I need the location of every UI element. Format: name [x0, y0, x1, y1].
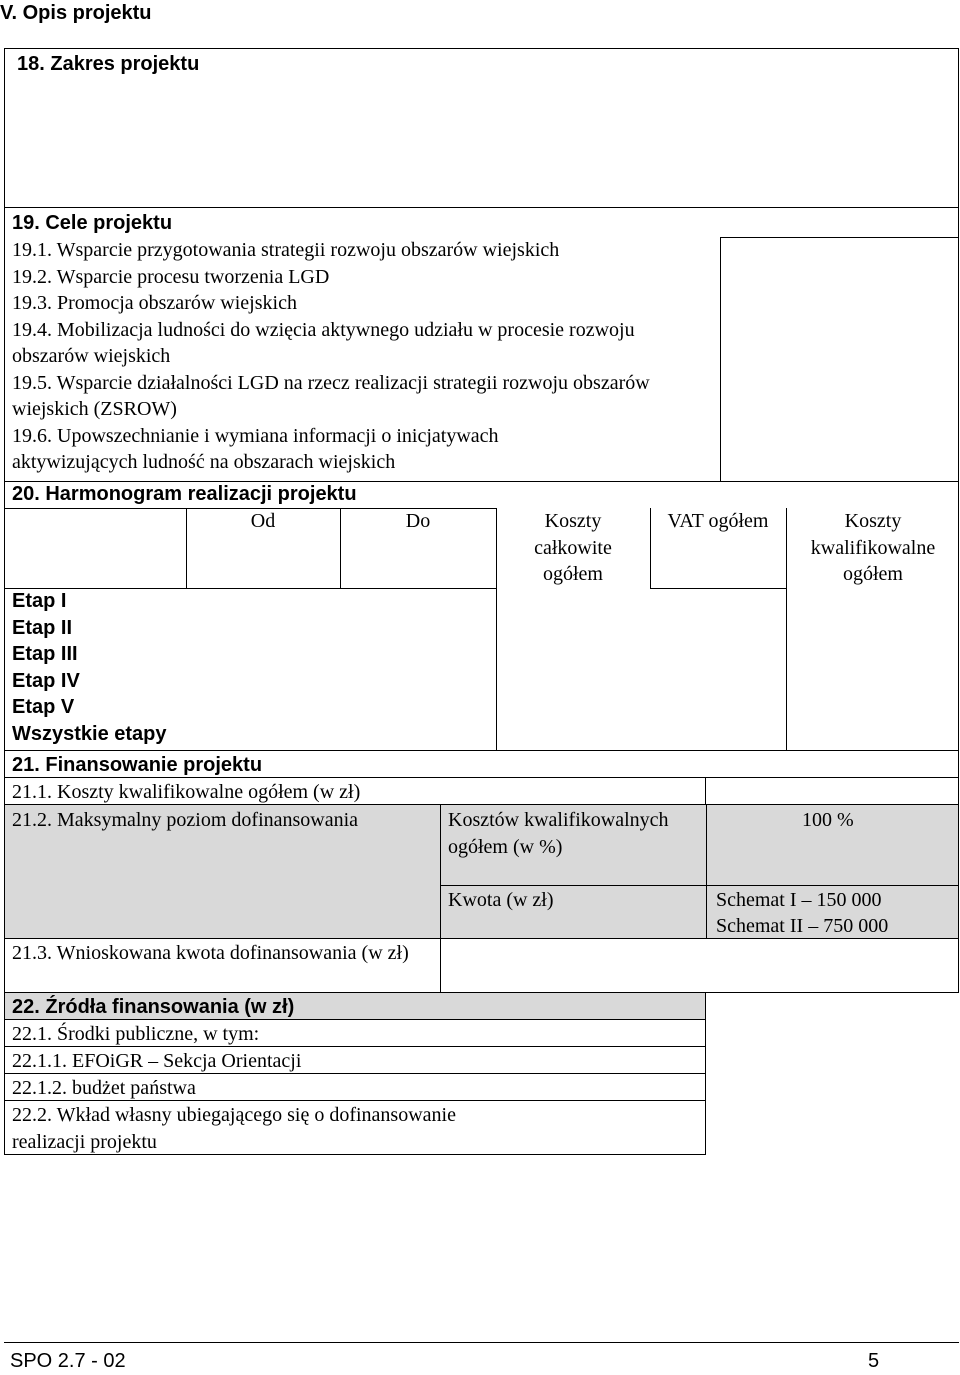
col-header-to: Do	[405, 510, 431, 532]
stage-label: Etap II	[12, 616, 73, 639]
financing-title: 21. Finansowanie projektu	[12, 754, 263, 776]
goal-item: 19.4. Mobilizacja ludności do wzięcia aktywnego udziału w procesie rozwoju obszarów wiejskich	[12, 318, 635, 367]
stage-label: Wszystkie etapy	[12, 722, 167, 745]
max-funding-line	[440, 885, 959, 886]
footer-rule	[4, 1342, 959, 1343]
max-funding-label: 21.2. Maksymalny poziom dofinansowania	[12, 809, 359, 831]
own-contribution-label: 22.2. Wkład własny ubiegającego się o dofinansowanie realizacji projektu	[12, 1104, 456, 1153]
col-header-vat: VAT ogółem	[667, 510, 769, 532]
stage-label: Etap I	[12, 590, 67, 612]
eligible-costs-input[interactable]	[705, 777, 959, 805]
efoigr-label: 22.1.1. EFOiGR – Sekcja Orientacji	[12, 1050, 302, 1072]
footer-page-number: 5	[868, 1350, 880, 1372]
goal-item: 19.2. Wsparcie procesu tworzenia LGD	[12, 265, 330, 288]
col-header-from: Od	[250, 510, 276, 532]
col-header-eligible-costs: Koszty kwalifikowalne ogółem	[810, 510, 936, 585]
scope-title: 18. Zakres projektu	[17, 53, 200, 75]
section-heading: V. Opis projektu	[0, 2, 152, 24]
public-funds-label: 22.1. Środki publiczne, w tym:	[12, 1023, 260, 1045]
goal-item: 19.1. Wsparcie przygotowania strategii rozwoju obszarów wiejskich	[12, 239, 560, 261]
stage-label: Etap V	[12, 696, 75, 718]
footer-form-code: SPO 2.7 - 02	[10, 1350, 126, 1372]
max-funding-percent-value: 100 %	[802, 809, 854, 831]
eligible-costs-label: 21.1. Koszty kwalifikowalne ogółem (w zł)	[12, 781, 361, 803]
goal-item: 19.5. Wsparcie działalności LGD na rzecz realizacji strategii rozwoju obszarów wiejskich (ZSROW)	[12, 371, 650, 420]
schedule-line	[786, 508, 787, 751]
stage-label: Etap IV	[12, 669, 80, 692]
sources-title: 22. Źródła finansowania (w zł)	[12, 996, 295, 1018]
goal-item: 19.6. Upowszechnianie i wymiana informacji o inicjatywach aktywizujących ludność na obszarach wiejskich	[12, 424, 499, 473]
max-funding-amount-line2: Schemat II – 750 000	[716, 915, 889, 937]
schedule-title: 20. Harmonogram realizacji projektu	[12, 483, 357, 505]
stages-list	[12, 588, 182, 747]
stage-label: Etap III	[12, 643, 78, 665]
max-funding-percent-label: Kosztów kwalifikowalnych ogółem (w %)	[448, 809, 669, 858]
schedule-line	[650, 588, 787, 589]
col-header-total-costs: Koszty całkowite ogółem	[534, 510, 612, 585]
max-funding-amount-label: Kwota (w zł)	[448, 889, 554, 911]
requested-amount-input[interactable]	[440, 938, 959, 993]
max-funding-amount-line1: Schemat I – 150 000	[716, 889, 882, 911]
max-funding-line	[440, 804, 441, 939]
max-funding-line	[706, 804, 707, 939]
state-budget-label: 22.1.2. budżet państwa	[12, 1077, 196, 1099]
goal-item: 19.3. Promocja obszarów wiejskich	[12, 292, 297, 314]
goals-list	[12, 237, 712, 476]
schedule-line	[496, 508, 497, 751]
goals-checkbox-area[interactable]	[720, 237, 959, 482]
requested-amount-label: 21.3. Wnioskowana kwota dofinansowania (w zł)	[12, 942, 409, 964]
goals-title: 19. Cele projektu	[12, 212, 173, 234]
schedule-line	[650, 508, 651, 588]
